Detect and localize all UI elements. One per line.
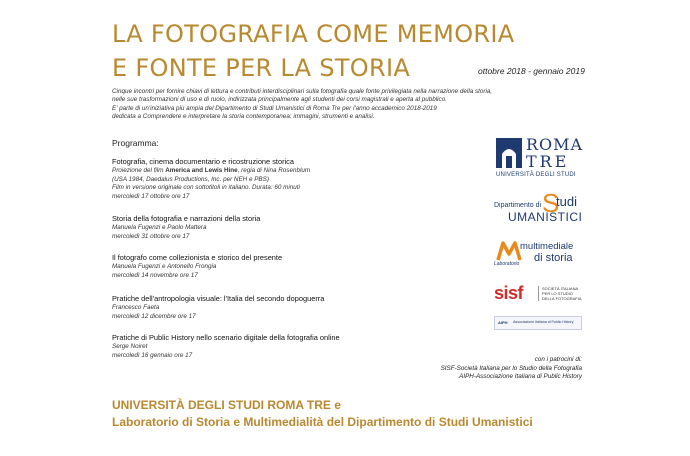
event-speakers: Francesco Faeta — [112, 304, 160, 311]
dipartimento-tudi: tudi — [556, 194, 577, 209]
roma-tre-roma: ROMA — [526, 135, 584, 154]
event-title: Storia della fotografia e narrazioni della storia — [112, 214, 261, 223]
sisf-description: SOCIETÀ ITALIANA PER LO STUDIO DELLA FOTOGRAFIA — [542, 286, 582, 301]
event-date: mercoledì 16 gennaio ore 17 — [112, 351, 193, 359]
intro-line: dedicata a Comprendere e interpretare la storia contemporanea: immagini, strumenti e analisi. — [112, 113, 375, 121]
aiph-logo — [494, 316, 582, 330]
event-speakers: Serge Noiret — [112, 343, 148, 350]
footer-line-2: Laboratorio di Storia e Multimedialità del Dipartimento di Studi Umanistici — [112, 415, 533, 429]
event-title: Pratiche di Public History nello scenario digitale della fotografia online — [112, 333, 340, 342]
title-line-2: E FONTE PER LA STORIA — [112, 54, 411, 82]
programme-heading: Programma: — [112, 138, 159, 148]
roma-tre-tre: TRE — [526, 152, 570, 171]
intro-line: nelle sue trasformazioni di uso e di ruolo, indirizzata principalmente agli studenti dei corsi magistrali e aperta al pubblico. — [112, 96, 447, 104]
patronage-aiph: AIPH-Associazione Italiana di Public History — [459, 373, 582, 380]
roma-tre-logo — [494, 134, 584, 182]
event-3 — [112, 253, 472, 280]
patronage-sisf: SISF-Società Italiana per lo Studio della Fotografia — [440, 364, 582, 372]
title-line-1: LA FOTOGRAFIA COME MEMORIA — [112, 20, 515, 48]
sisf-divider — [538, 286, 539, 301]
laboratorio-di-storia: di storia — [534, 252, 573, 264]
event-notes: Film in versione originale con sottotitoli in italiano. Durata: 60 minuti — [112, 184, 300, 192]
patronage-intro: con i patrocini di: — [534, 356, 582, 363]
dipartimento-umanistici: UMANISTICI — [508, 210, 583, 224]
event-credits: (USA 1984, Daedalus Productions, Inc. per NEH e PBS) — [112, 175, 269, 183]
event-date: mercoledì 12 dicembre ore 17 — [112, 312, 196, 320]
intro-line: E' parte di un'iniziativa più ampia del Dipartimento di Studi Umanistici di Roma Tre per l'anno accademico 2018-2019 — [112, 104, 437, 112]
event-title: Pratiche dell'antropologia visuale: l'Italia del secondo dopoguerra — [112, 294, 325, 303]
event-title: Fotografia, cinema documentario e ricostruzione storica — [112, 157, 294, 166]
dipartimento-logo — [494, 190, 584, 226]
dipartimento-prefix: Dipartimento di — [494, 202, 542, 209]
sisf-logo — [494, 283, 584, 305]
event-speakers: Manuela Fugenzi e Antonello Frongia — [112, 263, 217, 270]
event-date: mercoledì 31 ottobre ore 17 — [112, 232, 190, 240]
multimedia-m-icon — [496, 240, 522, 262]
event-2 — [112, 214, 472, 241]
dipartimento-s: S — [542, 188, 560, 218]
laboratorio-logo — [494, 238, 584, 268]
event-5 — [112, 333, 472, 360]
patronage-block — [441, 356, 582, 382]
event-title: Il fotografo come collezionista e storico del presente — [112, 253, 283, 262]
event-date: mercoledì 14 novembre ore 17 — [112, 271, 198, 279]
event-date: mercoledì 17 ottobre ore 17 — [112, 192, 190, 200]
laboratorio-label: Laboratorio — [494, 261, 520, 267]
aiph-wordmark: AIPH — [498, 320, 508, 325]
event-1 — [112, 157, 472, 201]
event-4 — [112, 294, 472, 321]
date-range: ottobre 2018 - gennaio 2019 — [478, 66, 585, 76]
intro-line: Cinque incontri per fornire chiavi di lettura e contributi interdisciplinari sulla fotografia quale fonte privilegiata nella narrazione della storia, — [112, 88, 493, 95]
sisf-wordmark: sisf — [494, 283, 524, 303]
event-description: Proiezione del film America and Lewis Hine, regia di Nina Rosenblum — [112, 167, 311, 174]
aiph-description: Associazione Italiana di Public History — [513, 320, 574, 324]
laboratorio-multimediale: multimediale — [520, 241, 574, 252]
roma-tre-subtitle: UNIVERSITÀ DEGLI STUDI — [496, 172, 576, 178]
footer-line-1: UNIVERSITÀ DEGLI STUDI ROMA TRE e — [112, 398, 341, 412]
intro-paragraph — [112, 88, 582, 122]
event-speakers: Manuela Fugenzi e Paolo Mattera — [112, 224, 207, 231]
